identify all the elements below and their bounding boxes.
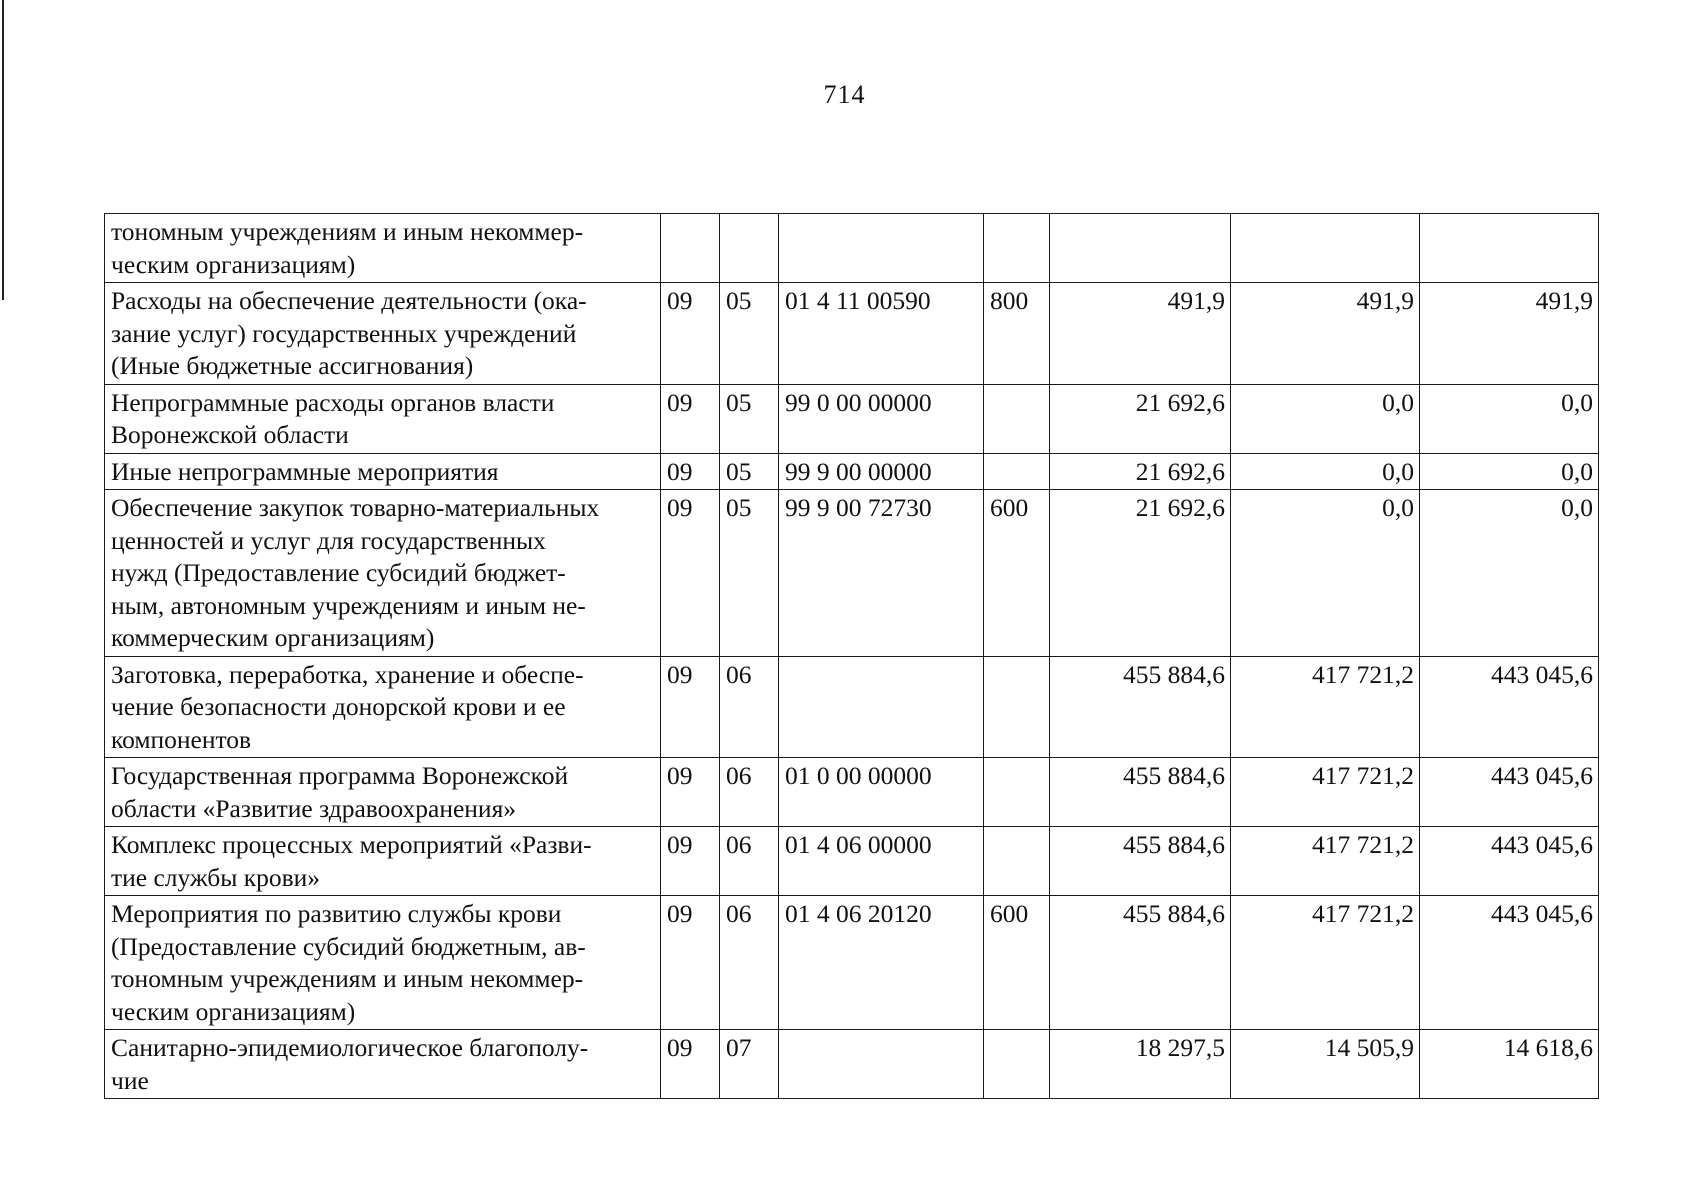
amount-year3-cell: 443 045,6 [1420,827,1599,896]
section-code-cell: 09 [661,453,720,490]
table-row [105,656,1599,758]
table-row [105,827,1599,896]
target-article-cell: 01 4 06 20120 [779,896,984,1030]
amount-year1-cell: 491,9 [1050,283,1231,385]
amount-year3-cell: 443 045,6 [1420,758,1599,827]
subsection-code-cell: 05 [720,490,779,657]
target-article-cell: 99 9 00 72730 [779,490,984,657]
expense-name-cell: Мероприятия по развитию службы крови (Предоставление субсидий бюджетным, ав- тономным учреждениям и иным некоммер- ческим организациям) [105,896,661,1030]
expense-name-cell: Заготовка, переработка, хранение и обеспе- чение безопасности донорской крови и ее компонентов [105,656,661,758]
subsection-code-cell: 06 [720,827,779,896]
amount-year3-cell: 443 045,6 [1420,656,1599,758]
amount-year2-cell: 14 505,9 [1231,1030,1420,1099]
amount-year1-cell: 21 692,6 [1050,453,1231,490]
table-row [105,453,1599,490]
section-code-cell: 09 [661,827,720,896]
subsection-code-cell: 06 [720,656,779,758]
subsection-code-cell: 05 [720,283,779,385]
amount-year2-cell: 0,0 [1231,384,1420,453]
expense-name-cell: Иные непрограммные мероприятия [105,453,661,490]
target-article-cell: 99 9 00 00000 [779,453,984,490]
subsection-code-cell: 05 [720,453,779,490]
expense-name-cell: Комплекс процессных мероприятий «Разви- тие службы крови» [105,827,661,896]
section-code-cell: 09 [661,384,720,453]
amount-year2-cell: 417 721,2 [1231,827,1420,896]
amount-year3-cell: 14 618,6 [1420,1030,1599,1099]
target-article-cell [779,1030,984,1099]
amount-year2-cell: 417 721,2 [1231,758,1420,827]
amount-year2-cell: 417 721,2 [1231,656,1420,758]
amount-year1-cell: 455 884,6 [1050,758,1231,827]
expense-type-cell [984,1030,1050,1099]
table-row [105,490,1599,657]
expense-type-cell: 600 [984,490,1050,657]
table-row [105,214,1599,283]
expense-type-cell [984,384,1050,453]
budget-table [104,213,1599,1099]
section-code-cell: 09 [661,758,720,827]
amount-year1-cell: 18 297,5 [1050,1030,1231,1099]
subsection-code-cell: 06 [720,758,779,827]
amount-year2-cell: 417 721,2 [1231,896,1420,1030]
section-code-cell: 09 [661,490,720,657]
table-row [105,384,1599,453]
subsection-code-cell: 07 [720,1030,779,1099]
page-number: 714 [823,80,866,109]
expense-type-cell: 800 [984,283,1050,385]
expense-name-cell: Расходы на обеспечение деятельности (ока- зание услуг) государственных учреждений (Иные бюджетные ассигнования) [105,283,661,385]
scan-edge-line [2,0,4,300]
amount-year2-cell: 491,9 [1231,283,1420,385]
amount-year1-cell: 21 692,6 [1050,384,1231,453]
expense-type-cell [984,827,1050,896]
expense-type-cell [984,758,1050,827]
amount-year3-cell: 491,9 [1420,283,1599,385]
table-row [105,896,1599,1030]
amount-year2-cell [1231,214,1420,283]
amount-year3-cell: 0,0 [1420,384,1599,453]
subsection-code-cell: 06 [720,896,779,1030]
amount-year2-cell: 0,0 [1231,490,1420,657]
amount-year1-cell: 455 884,6 [1050,827,1231,896]
target-article-cell [779,656,984,758]
expense-type-cell: 600 [984,896,1050,1030]
section-code-cell: 09 [661,896,720,1030]
target-article-cell: 99 0 00 00000 [779,384,984,453]
expense-type-cell [984,453,1050,490]
expense-name-cell: Государственная программа Воронежской области «Развитие здравоохранения» [105,758,661,827]
expense-type-cell [984,214,1050,283]
amount-year3-cell: 0,0 [1420,490,1599,657]
table-row [105,1030,1599,1099]
target-article-cell: 01 0 00 00000 [779,758,984,827]
amount-year3-cell: 443 045,6 [1420,896,1599,1030]
table-row [105,283,1599,385]
expense-name-cell: Санитарно-эпидемиологическое благополу- чие [105,1030,661,1099]
expense-name-cell: Обеспечение закупок товарно-материальных ценностей и услуг для государственных нужд (Предоставление субсидий бюджет- ным, автономным учреждениям и иным не- коммерческим организациям) [105,490,661,657]
target-article-cell: 01 4 06 00000 [779,827,984,896]
amount-year1-cell: 455 884,6 [1050,656,1231,758]
section-code-cell: 09 [661,283,720,385]
amount-year1-cell [1050,214,1231,283]
subsection-code-cell [720,214,779,283]
section-code-cell [661,214,720,283]
expense-type-cell [984,656,1050,758]
expense-name-cell: тономным учреждениям и иным некоммер- ческим организациям) [105,214,661,283]
section-code-cell: 09 [661,1030,720,1099]
expense-name-cell: Непрограммные расходы органов власти Воронежской области [105,384,661,453]
budget-table-body [105,214,1599,1099]
target-article-cell: 01 4 11 00590 [779,283,984,385]
target-article-cell [779,214,984,283]
table-row [105,758,1599,827]
section-code-cell: 09 [661,656,720,758]
amount-year3-cell [1420,214,1599,283]
subsection-code-cell: 05 [720,384,779,453]
amount-year3-cell: 0,0 [1420,453,1599,490]
amount-year1-cell: 455 884,6 [1050,896,1231,1030]
amount-year2-cell: 0,0 [1231,453,1420,490]
amount-year1-cell: 21 692,6 [1050,490,1231,657]
